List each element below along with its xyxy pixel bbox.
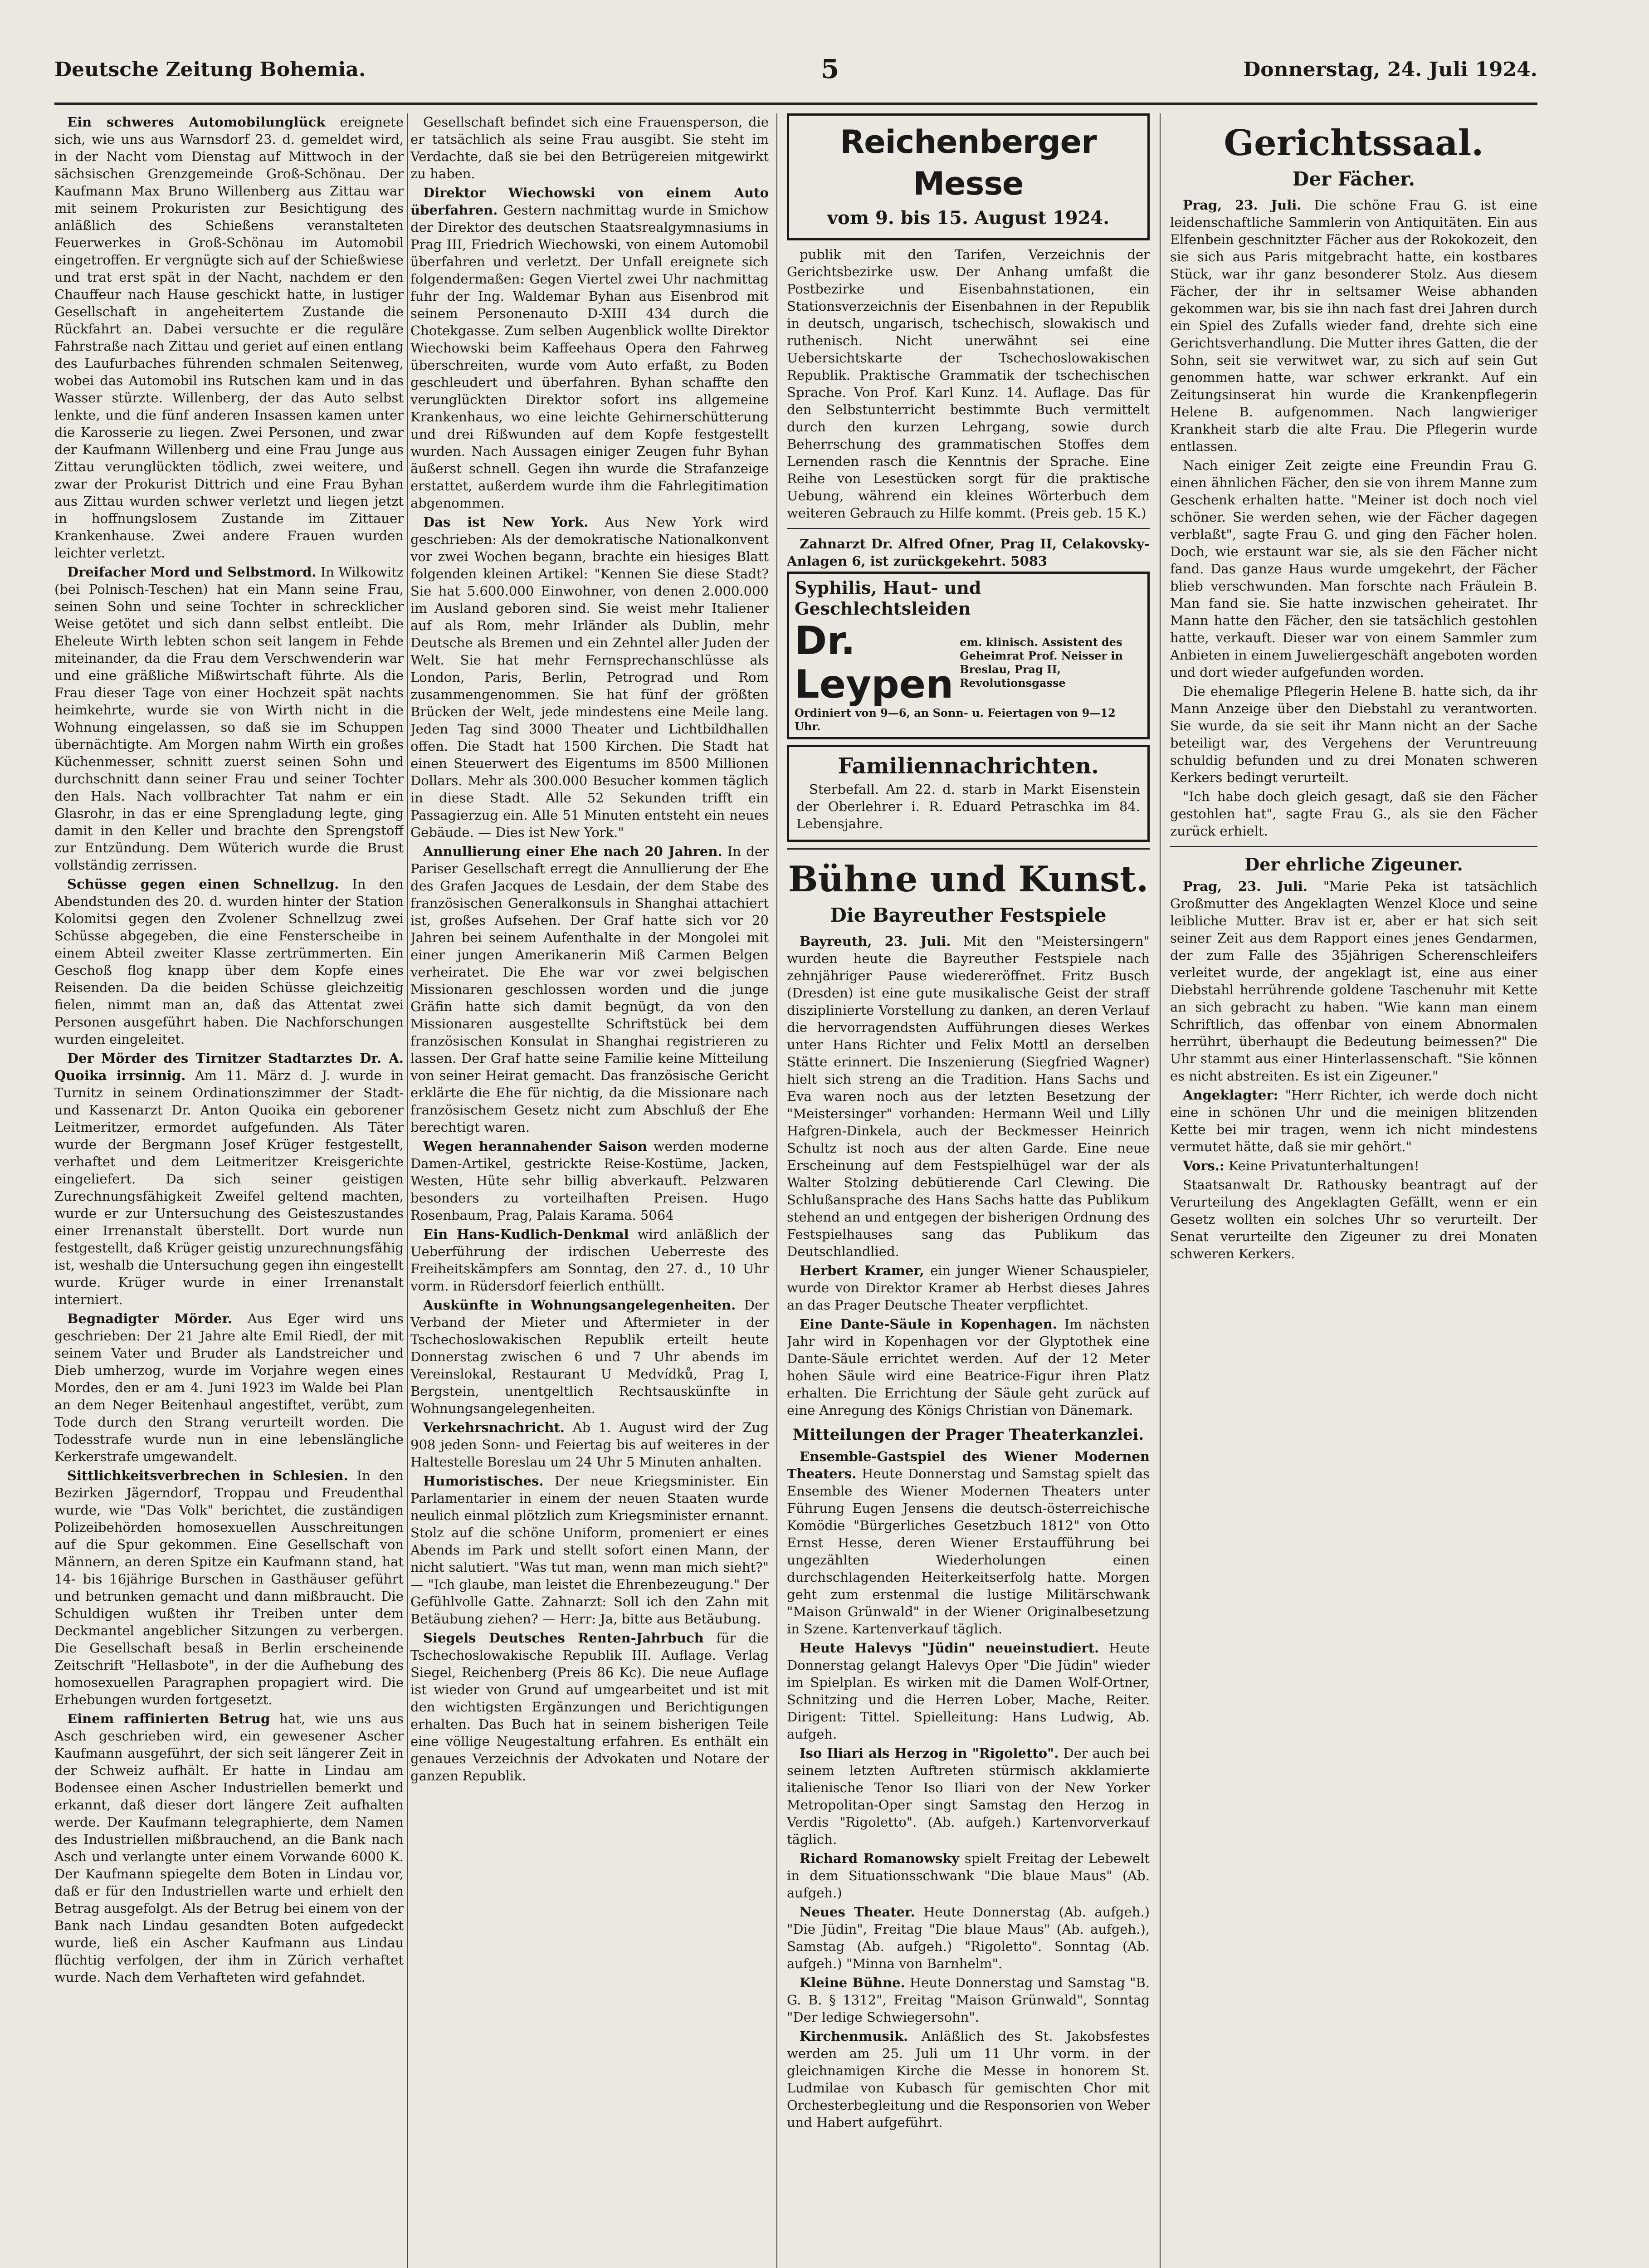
article-paragraph bbox=[787, 1262, 1150, 1314]
fair-ad bbox=[787, 113, 1150, 240]
article-text: für die Tschechoslowakische Republik III. Auflage. Verlag Siegel, Reichenberg (Preis 86 Kc). Die neue Auflage ist wieder von Grund auf umgearbeitet und ist mit den wichtigsten Ergänzungen und Berichtigungen erhalten. Das Buch hat in seinem bisherigen Teile eine völlige Neugestaltung erfahren. Es enthält ein genaues Verzeichnis der Advokaten und Notare der ganzen Republik. bbox=[410, 1630, 769, 1784]
gypsy-story-heading: Der ehrliche Zigeuner. bbox=[1244, 854, 1463, 875]
article-lead: Kleine Bühne. bbox=[800, 1975, 905, 1990]
article-lead: Annullierung einer Ehe nach 20 Jahren. bbox=[423, 844, 722, 859]
theater-notes bbox=[787, 1448, 1150, 2131]
court-heading: Gerichtssaal. bbox=[1224, 122, 1484, 164]
article-text: "Ich habe doch gleich gesagt, daß sie den Fächer gestohlen hat", sagte Frau G., als sie den Fächer zurück erhielt. bbox=[1170, 789, 1537, 839]
article-text: Anläßlich des St. Jakobsfestes werden am 25. Juli um 11 Uhr vorm. in der gleichnamigen Kirche die Messe in honorem St. Ludmilae von Kubasch für gemischten Chor mit Orchesterbegleitung und die Responsorien von Weber und Habert aufgeführt. bbox=[787, 2028, 1150, 2130]
article-lead: Vors.: bbox=[1183, 1158, 1225, 1173]
article-lead: Verkehrsnachricht. bbox=[423, 1420, 565, 1435]
doctor-ad-hours: Ordiniert von 9—6, an Sonn- u. Feiertagen von 9—12 Uhr. bbox=[795, 706, 1116, 733]
article-text: Heute Donnerstag gelangt Halevys Oper "Die Jüdin" wieder im Spielplan. Es wirken mit die Damen Wolf-Ortner, Schnitzing und die Herren Lober, Mache, Reiter. Dirigent: Tittel. Spielleitung: Hans Ludwig, Ab. aufgeh. bbox=[787, 1640, 1150, 1742]
article-lead: Das ist New York. bbox=[423, 514, 589, 530]
article-paragraph bbox=[410, 1629, 769, 1784]
article-text: Gesellschaft befindet sich eine Frauensperson, die er tatsächlich als seine Frau ausgibt. Sie steht im Verdachte, daß sie bei den Betrügereien mitgewirkt zu haben. bbox=[410, 114, 769, 181]
article-text: werden moderne Damen-Artikel, gestrickte Reise-Kostüme, Jacken, Westen, Hüte sehr billig abverkauft. Pelzwaren besonders zu vorteilhaften Preisen. Hugo Rosenbaum, Prag, Palais Karama. 5064 bbox=[410, 1139, 769, 1223]
article-paragraph bbox=[787, 1903, 1150, 1972]
article-paragraph bbox=[54, 875, 404, 1048]
fan-story-heading: Der Fächer. bbox=[1292, 168, 1415, 190]
article-text: Aus Eger wird uns geschrieben: Der 21 Jahre alte Emil Riedl, der mit seinem Vater und Bruder als Landstreicher und Dieb umherzog, wurde im Vorjahre wegen eines Mordes, den er am 4. Juni 1923 im Walde bei Plan an dem Neger Beitenhaul angestiftet, verübt, zum Tode durch den Strang verurteilt worden. Die Todesstrafe wurde nun in eine lebenslängliche Kerkerstrafe umgewandelt. bbox=[54, 1311, 404, 1464]
article-paragraph bbox=[410, 184, 769, 512]
article-text: Keine Privatunterhaltungen! bbox=[1228, 1158, 1420, 1173]
article-text: Ab 1. August wird der Zug 908 jeden Sonn- und Feiertag bis auf weiteres in der Haltestelle Boreslau um 24 Uhr 5 Minuten anhalten. bbox=[410, 1420, 769, 1470]
article-paragraph bbox=[787, 2028, 1150, 2131]
article-text: In Wilkowitz (bei Polnisch-Teschen) hat ein Mann seine Frau, seinen Sohn und seine Tochter in schrecklicher Weise getötet und sich dann selbst entleibt. Die Eheleute Wirth lebten schon seit langem in Fehde miteinander, da die Frau dem Verschwenderin war und eine gräßliche Mißwirtschaft führte. Als die Frau dieser Tage von einer Hochzeit spät nachts heimkehrte, wurde sie von Wirth nicht in die Wohnung eingelassen, so daß sie im Schuppen übernächtigte. Am Morgen nahm Wirth ein großes Küchenmesser, schnitt zuerst seinen Sohn und durchschnitt dann seiner Frau und seiner Tochter den Hals. Nach vollbrachter Tat nahm er ein Glasrohr, in das er eine Sprengladung legte, ging damit in den Keller und brachte den Sprengstoff zur Entzündung. Dem Wüterich wurde die Brust vollständig zerrissen. bbox=[54, 564, 404, 873]
article-lead: Prag, 23. Juli. bbox=[1183, 197, 1302, 213]
article-text: hat, wie uns aus Asch geschrieben wird, ein gewesener Ascher Kaufmann ausgeführt, der sich seit längerer Zeit in der Schweiz aufhält. Er hatte in Lindau am Bodensee einen Ascher Industriellen bemerkt und erkannt, daß dieser dort längere Zeit aufhalten werde. Der Kaufmann telegraphierte, dem Namen des Industriellen mißbrauchend, an die Bank nach Asch und verlangte unter einem Vorwande 6000 K. Der Kaufmann spiegelte dem Boten in Lindau vor, daß er für den Industriellen warte und erhielt den Betrag ausgefolgt. Als der Betrug bei einem von der Bank nach Lindau gesandten Boten aufgedeckt wurde, ließ ein Ascher Kaufmann aus Lindau flüchtig verfolgen, der ihm in Zürich verhaftet wurde. Nach dem Verhafteten wird gefahndet. bbox=[54, 1711, 404, 1985]
article-lead: Begnadigter Mörder. bbox=[67, 1311, 233, 1326]
article-text: Der Verband der Mieter und Aftermieter in der Tschechoslowakischen Republik erteilt heute Donnerstag zwischen 6 und 7 Uhr abends im Vereinslokal, Restaurant U Medvídků, Prag I, Bergstein, unentgeltlich Rechtsauskünfte in Wohnungsangelegenheiten. bbox=[410, 1297, 769, 1416]
article-text: Am 11. März d. J. wurde in Turnitz in seinem Ordinationszimmer der Stadt- und Kassenarzt Dr. Anton Quoika ein geborener Leitmeritzer, ermordet aufgefunden. Als Täter wurde der Bergmann Josef Krüger festgestellt, verhaftet und dem Leitmeritzer Kreisgerichte eingeliefert. Da sich seiner geistigen Zurechnungsfähigkeit Zweifel geltend machten, wurde er zur Untersuchung des Geisteszustandes einer Irrenanstalt überstellt. Dort wurde nun festgestellt, daß Krüger geistig unzurechnungsfähig ist, weshalb die Untersuchung gegen ihn eingestellt wurde. Krüger wurde in einer Irrenanstalt interniert. bbox=[54, 1068, 404, 1307]
article-lead: Siegels Deutsches Renten-Jahrbuch bbox=[423, 1630, 704, 1646]
article-paragraph bbox=[1170, 457, 1537, 681]
masthead bbox=[54, 49, 1537, 105]
article-lead: Kirchenmusik. bbox=[800, 2028, 908, 2044]
article-paragraph bbox=[410, 113, 769, 182]
article-paragraph bbox=[410, 843, 769, 1136]
article-paragraph bbox=[54, 1310, 404, 1465]
arts-heading: Bühne und Kunst. bbox=[788, 859, 1149, 900]
article-paragraph bbox=[410, 1296, 769, 1417]
bayreuth-heading: Die Bayreuther Festspiele bbox=[830, 904, 1107, 926]
article-lead: Eine Dante-Säule in Kopenhagen. bbox=[800, 1316, 1057, 1332]
article-lead: Neues Theater. bbox=[800, 1904, 915, 1920]
fair-ad-dates: vom 9. bis 15. August 1924. bbox=[827, 207, 1110, 229]
article-text: Heute Donnerstag und Samstag "B. G. B. § 1312", Freitag "Maison Grünwald", Sonntag "Der ledige Schwiegersohn". bbox=[787, 1975, 1150, 2025]
article-lead: Herbert Kramer, bbox=[800, 1263, 924, 1278]
article-paragraph bbox=[1170, 878, 1537, 1085]
article-text: ereignete sich, wie uns aus Warnsdorf 23. d. gemeldet wird, in der Nacht vom Dienstag auf Mittwoch in der sächsischen Grenzgemeinde Groß-Schönau. Der Kaufmann Max Bruno Willenberg aus Zittau war mit seinem Prokuristen zur Besichtigung des anläßlich des Schießens veranstalteten Feuerwerkes in Groß-Schönau im Automobil eingetroffen. Er vergnügte sich auf der Schießwiese und trat erst spät in der Nacht, nachdem er den Chauffeur nach Hause geschickt hatte, in lustiger Gesellschaft in angeheitertem Zustande die Rückfahrt an. Dabei versuchte er die reguläre Fahrstraße nach Zittau und geriet auf einen entlang des Laufurbaches führenden schmalen Seitenweg, wobei das Automobil ins Rutschen kam und in das Wasser stürzte. Willenberg, der das Auto selbst lenkte, und die fünf anderen Insassen kamen unter die Karosserie zu liegen. Zwei Personen, und zwar der Kaufmann Willenberg und eine Frau Junge aus Zittau verunglückten tödlich, zwei weitere, und zwar der Prokurist Dittrich und eine Frau Byhan aus Zittau wurden schwer verletzt und liegen jetzt in hoffnungslosem Zustande im Zittauer Krankenhause. Zwei andere Frauen wurden leichter verletzt. bbox=[54, 114, 404, 561]
divider bbox=[787, 528, 1150, 529]
article-text: spielt Freitag der Lebewelt in dem Situationsschwank "Die blaue Maus" (Ab. aufgeh.) bbox=[787, 1851, 1150, 1901]
doctor-ad-credentials: em. klinisch. Assistent des Geheimrat Prof. Neisser in Breslau, Prag II, Revolutionsgasse bbox=[960, 635, 1123, 689]
doctor-ad-heading: Syphilis, Haut- und Geschlechtsleiden bbox=[795, 577, 981, 619]
article-paragraph bbox=[787, 1315, 1150, 1419]
article-paragraph bbox=[1170, 788, 1537, 840]
article-lead: Heute Halevys "Jüdin" neueinstudiert. bbox=[800, 1640, 1099, 1656]
article-text: Aus New York wird geschrieben: Als der demokratische Nationalkonvent vor zwei Wochen begann, brachte ein hiesiges Blatt folgenden kleinen Artikel: "Kennen Sie diese Stadt? Sie hat 5.600.000 Einwohner, von denen 2.000.000 im Ausland geboren sind. Sie weist mehr Italiener auf als Rom, mehr Irländer als Dublin, mehr Deutsche als Bremen und ein Zehntel aller Juden der Welt. Sie hat mehr Fernsprechanschlüsse als London, Paris, Berlin, Petrograd und Rom zusammengenommen. Sie hat fünf der größten Brücken der Welt, jede mindestens eine Meile lang. Jeden Tag sind 3000 Theater und Lichtbildhallen offen. Die Stadt hat 1500 Kirchen. Die Stadt hat einen Steuerwert des Eigentums im 8500 Millionen Dollars. Mehr als 300.000 Besucher kommen täglich in diese Stadt. Alle 52 Sekunden trifft ein Passagierzug ein. Alle 51 Minuten entsteht ein neues Gebäude. — Dies ist New York." bbox=[410, 514, 769, 840]
article-paragraph bbox=[54, 1710, 404, 1986]
family-text: Sterbefall. Am 22. d. starb in Markt Eisenstein der Oberlehrer i. R. Eduard Petraschka im 84. Lebensjahre. bbox=[796, 782, 1140, 831]
family-heading: Familiennachrichten. bbox=[838, 753, 1099, 779]
article-lead: Der Mörder des Tirnitzer Stadtarztes Dr. A. Quoika irrsinnig. bbox=[54, 1051, 404, 1083]
dentist-ad: Zahnarzt Dr. Alfred Ofner, Prag II, Celakovsky-Anlagen 6, ist zurückgekehrt. 5083 bbox=[787, 536, 1150, 569]
article-paragraph bbox=[410, 1419, 769, 1471]
article-lead: Auskünfte in Wohnungsangelegenheiten. bbox=[423, 1297, 736, 1313]
article-paragraph bbox=[1170, 683, 1537, 786]
article-text: Im nächsten Jahr wird in Kopenhagen vor der Glyptothek eine Dante-Säule errichtet werden. Auf der 12 Meter hohen Säule wird eine Beatrice-Figur ihren Platz erhalten. Die Errichtung der Säule geht zurück auf eine Anregung des Königs Christian von Dänemark. bbox=[787, 1316, 1150, 1418]
article-paragraph bbox=[54, 113, 404, 562]
article-paragraph bbox=[410, 1138, 769, 1224]
issue-date: Donnerstag, 24. Juli 1924. bbox=[1243, 58, 1537, 81]
column-rule bbox=[776, 113, 777, 2268]
fan-story bbox=[1170, 196, 1537, 840]
article-paragraph bbox=[54, 1467, 404, 1708]
article-lead: Iso Iliari als Herzog in "Rigoletto". bbox=[800, 1745, 1059, 1761]
article-text: In den Bezirken Jägerndorf, Troppau und Freudenthal wurde, wie "Das Volk" berichtet, die zuständigen Polizeibehörden homosexuellen Ausschreitungen auf die Spur gekommen. Eine Gesellschaft von Männern, an deren Spitze ein Kaufmann stand, hat 14- bis 16jährige Burschen in Gasthäuser geführt und betrunken gemacht und dann mißbraucht. Die Schuldigen wußten ihr Treiben unter dem Deckmantel angeblicher Sitzungen zu verbergen. Die Gesellschaft besaß in Berlin erscheinende Zeitschrift "Hellasbote", in der die Aufhebung des homosexuellen Paragraphen propagiert wird. Die Erhebungen wurden fortgesetzt. bbox=[54, 1468, 404, 1707]
column-local-news bbox=[54, 113, 404, 2268]
fair-ad-title: Reichenberger Messe bbox=[840, 123, 1097, 202]
article-text: "Marie Peka ist tatsächlich Großmutter des Angeklagten Wenzel Kloce und seine leibliche Mutter. Brav ist er, aber er hat sich seit seiner Zeit aus dem Rapport eines jenes Gendarmen, der zum Falle des 35jährigen Scherenschleifers verleitet wurde, der angeklagt ist, eine aus einer Diebstahl herrührende goldene Taschenuhr mit Kette an sich gebracht zu haben. "Wie kann man einem Schriftlich, das offenbar von einem Abnormalen herrührt, überhaupt die Bedeutung beimessen?" Die Uhr stammt aus einer Hinterlassenschaft. "Sie können es nicht abstreiten. Es ist ein Zigeuner." bbox=[1170, 879, 1537, 1084]
article-paragraph bbox=[1170, 1086, 1537, 1155]
article-text: Heute Donnerstag und Samstag spielt das Ensemble des Wiener Modernen Theaters unter Führung Eugen Jensens die deutsch-österreichische Komödie "Bürgerliches Gesetzbuch 1812" von Otto Ernst Hesse, deren Wiener Erstaufführung bei ungezählten Wiederholungen einen durchschlagenden Heiterkeitserfolg hatte. Morgen geht zum erstenmal die lustige Militärschwank "Maison Grünwald" in der Wiener Originalbesetzung in Szene. Kartenverkauf täglich. bbox=[787, 1466, 1150, 1637]
article-lead: Sittlichkeitsverbrechen in Schlesien. bbox=[67, 1468, 348, 1483]
article-text: In den Abendstunden des 20. d. wurden hinter der Station Kolomitsi gegen den Zvolener Schnellzug zwei Schüsse abgegeben, die eine Fensterscheibe in einem Abteil zweiter Klasse zertrümmerten. Ein Geschoß flog knapp über dem Kopfe eines Reisenden. Da die beiden Schüsse gleichzeitig fielen, nimmt man an, daß das Attentat zwei Personen ausgeführt haben. Die Nachforschungen wurden eingeleitet. bbox=[54, 876, 404, 1047]
divider bbox=[1170, 846, 1537, 847]
family-box bbox=[787, 745, 1150, 842]
divider bbox=[787, 848, 1150, 850]
article-text: "Herr Richter, ich werde doch nicht eine in schönen Uhr und die meinigen blitzenden Kette bei mir tragen, wenn ich nicht mindestens vermutet hätte, daß sie mir gehört." bbox=[1170, 1087, 1537, 1154]
article-text: Die schöne Frau G. ist eine leidenschaftliche Sammlerin von Antiquitäten. Ein aus Elfenbein geschnitzter Fächer aus der Rokokozeit, den sie sich aus Paris mitgebracht hatte, ein kostbares Stück, war ihr ganz besonderer Stolz. Aus diesem Fächer, der ihr in seltsamer Weise abhanden gekommen war, bis sie ihn nach fast drei Jahren durch ein Spiel des Zufalls wieder fand, drehte sich eine Gerichtsverhandlung. Die Mutter ihres Gatten, die der Sohn, seit sie verwitwet war, zu sich auf sein Gut genommen hatte, war schwer erkrankt. Auf ein Zeitungsinserat hin wurde die Krankenpflegerin Helene B. aufgenommen. Nach langwieriger Krankheit starb die alte Frau. Die Pflegerin wurde entlassen. bbox=[1170, 197, 1537, 454]
article-lead: Wegen herannahender Saison bbox=[423, 1139, 648, 1154]
article-text: Der neue Kriegsminister. Ein Parlamentarier in einem der neuen Staaten wurde neulich einmal plötzlich zum Kriegsminister ernannt. Stolz auf die schöne Uniform, promeniert er eines Abends im Park und stellt sofort einen Mann, der nicht salutiert. "Was tut man, wenn man mich sieht?" — "Ich glaube, man leistet die Ehrenbezeugung." Der Gefühlvolle Gatte. Zahnarzt: Soll ich den Zahn mit Betäubung ziehen? — Herr: Ja, bitte aus Betäubung. bbox=[410, 1473, 769, 1627]
article-paragraph bbox=[787, 1974, 1150, 2026]
article-paragraph bbox=[54, 563, 404, 874]
article-lead: Angeklagter: bbox=[1183, 1087, 1278, 1103]
article-lead: Humoristisches. bbox=[423, 1473, 544, 1489]
article-text: Nach einiger Zeit zeigte eine Freundin Frau G. einen ähnlichen Fächer, den sie von ihrem Manne zum Geschenk erhalten hatte. "Meiner ist doch noch viel schöner. Sie werden sehen, wie der Fächer dagegen verblaßt", sagte Frau G. und ging den Fächer holen. Doch, wie erstaunt war sie, als sie den Fächer nicht fand. Das ganze Haus wurde umgekehrt, der Fächer blieb verschwunden. Man forschte nach Fräulein B. Man fand sie. Sie hatte inzwischen geheiratet. Ihr Mann hatte den Fächer, den sie tatsächlich gestohlen hatte, verkauft. Dieser war von einem Sammler zum Anbieten in einem Juweliergeschäft angeboten worden und dort wieder aufgefunden worden. bbox=[1170, 458, 1537, 680]
column-court bbox=[1170, 113, 1537, 2268]
article-paragraph bbox=[787, 1639, 1150, 1743]
article-text: Die ehemalige Pflegerin Helene B. hatte sich, da ihr Mann Anzeige über den Diebstahl zu verantworten. Sie wurde, da sie seit ihr Mann nicht an der Sache beteiligt war, des Vergehens der Veruntreuung schuldig befunden und zu drei Monaten schweren Kerkers bedingt verurteilt. bbox=[1170, 684, 1537, 785]
article-paragraph bbox=[410, 1472, 769, 1628]
article-text: Staatsanwalt Dr. Rathousky beantragt auf der Verurteilung des Angeklagten Gefällt, wenn er ein Gesetz wollten ein solches Uhr so verurteilt. Der Senat verurteilte den Zigeuner zu drei Monaten schweren Kerkers. bbox=[1170, 1177, 1537, 1261]
article-paragraph bbox=[787, 933, 1150, 1260]
article-paragraph bbox=[787, 1448, 1150, 1637]
newspaper-name: Deutsche Zeitung Bohemia. bbox=[54, 58, 366, 81]
column-local-news-2 bbox=[410, 113, 769, 2268]
article-lead: Ensemble-Gastspiel des Wiener Modernen Theaters. bbox=[787, 1449, 1150, 1481]
page-number: 5 bbox=[821, 54, 839, 84]
article-paragraph bbox=[787, 1745, 1150, 1848]
arts-articles bbox=[787, 933, 1150, 1419]
article-text: Heute Donnerstag (Ab. aufgeh.) "Die Jüdin", Freitag "Die blaue Maus" (Ab. aufgeh.), Samstag (Ab. aufgeh.) "Rigoletto". Sonntag (Ab. aufgeh.) "Minna von Barnhelm". bbox=[787, 1904, 1150, 1971]
article-text: Mit den "Meistersingern" wurden heute die Bayreuther Festspiele nach zehnjähriger Pause wiedereröffnet. Fritz Busch (Dresden) ist eine gute musikalische Geist der straff disziplinierte Vorstellung zu danken, an deren Verlauf die hervorragendsten Aufführungen dieses Werkes unter Hans Richter und Felix Mottl an derselben Stätte erinnert. Die Inszenierung (Siegfried Wagner) hielt sich streng an die Tradition. Hans Sachs und Eva waren noch aus der letzten Besetzung der "Meistersinger" vorhanden: Hermann Weil und Lilly Hafgren-Dinkela, auch der Beckmesser Heinrich Schultz ist noch aus der alten Garde. Eine neue Erscheinung auf dem Festspielhügel war der als Walter Stolzing debütierende Carl Clewing. Die Schlußansprache des Hans Sachs hatte das Publikum stehend an und entgegen der bisherigen Ordnung des Festspielhauses sang das Publikum das Deutschlandlied. bbox=[787, 934, 1150, 1259]
article-text: Gestern nachmittag wurde in Smichow der Direktor des deutschen Staatsrealgymnasiums in Prag III, Friedrich Wiechowski, von einem Automobil überfahren und verletzt. Der Unfall ereignete sich folgendermaßen: Gegen Viertel zwei Uhr nachmittag fuhr der Ing. Waldemar Byhan aus Eisenbrod mit seinem Personenauto D-XIII 434 durch die Chotekgasse. Zum selben Augenblick wollte Direktor Wiechowski beim Kaffeehaus Opera den Fahrweg überschreiten, wurde vom Auto erfaßt, zu Boden geschleudert und überfahren. Byhan schaffte den verunglückten Direktor sofort ins allgemeine Krankenhaus, wo eine leichte Gehirnerschütterung und drei Rißwunden auf dem Kopfe festgestellt wurden. Nach Aussagen einiger Zeugen fuhr Byhan äußerst schnell. Gegen ihn wurde die Strafanzeige erstattet, außerdem wurde ihm die Fahrlegitimation abgenommen. bbox=[410, 202, 769, 511]
doctor-ad-name: Dr. Leypen bbox=[795, 618, 954, 707]
column-rule bbox=[1160, 113, 1161, 2268]
article-lead: Einem raffinierten Betrug bbox=[67, 1711, 270, 1726]
article-lead: Prag, 23. Juli. bbox=[1183, 879, 1307, 894]
doctor-ad bbox=[787, 572, 1150, 739]
article-paragraph bbox=[787, 1850, 1150, 1901]
article-lead: Dreifacher Mord und Selbstmord. bbox=[67, 564, 317, 580]
gypsy-story bbox=[1170, 878, 1537, 1262]
column-arts bbox=[787, 113, 1150, 2268]
article-lead: Bayreuth, 23. Juli. bbox=[800, 934, 951, 949]
article-text: In der Pariser Gesellschaft erregt die Annullierung der Ehe des Grafen Jacques de Lesdain, der dem Stabe des französischen Generalkonsuls in Shanghai attachiert ist, großes Aufsehen. Der Graf hatte sich vor 20 Jahren bei seinem Aufenthalte in der Mongolei mit einer jungen Amerikanerin Miß Carmen Belgen verheiratet. Die Ehe war vor zwei belgischen Missionaren geschlossen worden und die junge Gräfin hatte sich damit begnügt, da von den Missionaren ausgestellte Schriftstück bei dem französischen Konsulat in Shanghai registrieren zu lassen. Der Graf hatte seine Familie keine Mitteilung von seiner Heirat gemacht. Das französische Gericht erklärte die Ehe für nichtig, da die Missionare nach französischem Gesetz nicht zum Abschluß der Ehe berechtigt waren. bbox=[410, 844, 769, 1135]
article-text: ein junger Wiener Schauspieler, wurde von Direktor Kramer ab Herbst dieses Jahres an das Prager Deutsche Theater verpflichtet. bbox=[787, 1263, 1150, 1313]
article-lead: Ein Hans-Kudlich-Denkmal bbox=[423, 1227, 629, 1242]
theater-notes-heading: Mitteilungen der Prager Theaterkanzlei. bbox=[792, 1426, 1144, 1444]
article-text: Der auch bei seinem letzten Auftreten stürmisch akklamierte italienische Tenor Iso Iliari von der New Yorker Metropolitan-Oper singt Samstag den Herzog in Verdis "Rigoletto". (Ab. aufgeh.) Kartenvorverkauf täglich. bbox=[787, 1745, 1150, 1847]
article-lead: Schüsse gegen einen Schnellzug. bbox=[67, 876, 339, 892]
article-paragraph bbox=[410, 1226, 769, 1295]
article-lead: Richard Romanowsky bbox=[800, 1851, 960, 1866]
article-paragraph bbox=[1170, 1157, 1537, 1174]
article-lead: Direktor Wiechowski von einem Auto überfahren. bbox=[410, 185, 769, 218]
article-text: wird anläßlich der Ueberführung der irdischen Ueberreste des Freiheitskämpfers am Sonntag, den 27. d., 10 Uhr vorm. in Rüdersdorf feierlich enthüllt. bbox=[410, 1227, 769, 1294]
book-review: publik mit den Tarifen, Verzeichnis der Gerichtsbezirke usw. Der Anhang umfaßt die Postbezirke und Eisenbahnstationen, ein Stationsverzeichnis der Eisenbahnen in der Republik in deutsch, ungarisch, tschechisch, slowakisch und ruthenisch. Nicht unerwähnt sei eine Uebersichtskarte der Tschechoslowakischen Republik. Praktische Grammatik der tschechischen Sprache. Von Prof. Karl Kunz. 14. Auflage. Das für den Selbstunterricht bestimmte Buch vermittelt durch den kurzen Lehrgang, sowie durch Beherrschung des grammatischen Stoffes dem Lernenden rasch die Kenntnis der Sprache. Eine Reihe von Lesestücken sorgt für die praktische Uebung, während ein kleines Wörterbuch dem weiteren Gebrauch zu Hilfe kommt. (Preis geb. 15 K.) bbox=[787, 247, 1150, 521]
article-paragraph bbox=[54, 1050, 404, 1308]
article-lead: Ein schweres Automobilunglück bbox=[67, 114, 326, 130]
article-paragraph bbox=[1170, 1176, 1537, 1262]
article-paragraph bbox=[410, 513, 769, 841]
article-paragraph bbox=[1170, 196, 1537, 455]
column-rule bbox=[407, 113, 408, 2268]
